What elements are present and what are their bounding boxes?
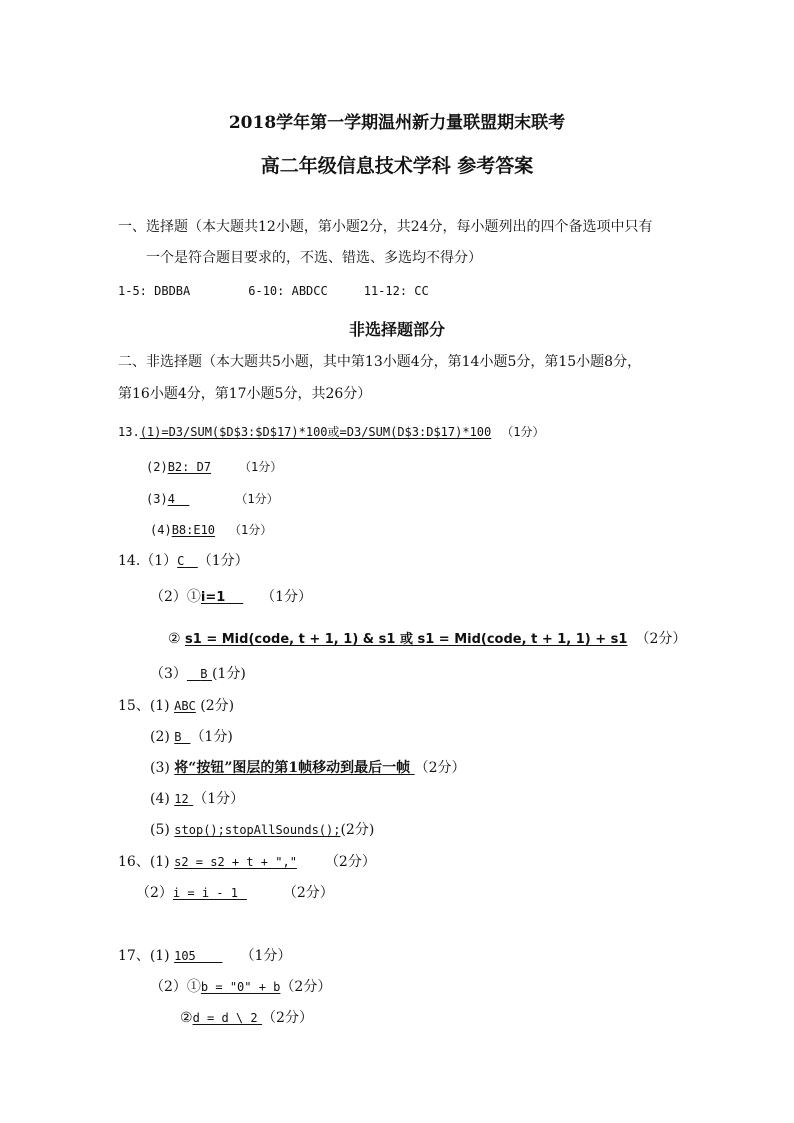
q15-p3-answer: 将“按钮”图层的第1帧移动到最后一帧	[174, 760, 411, 776]
q17-part2	[150, 978, 331, 996]
q15-p3-label: (3)	[150, 760, 170, 776]
q15-p5-score: (2分)	[340, 822, 375, 838]
q13-p1-score: （1分）	[501, 425, 545, 439]
q17-p2b-answer: d = d \ 2	[192, 1011, 258, 1025]
q13-p2-label: (2)	[146, 460, 168, 474]
q15-p4-answer: 12	[174, 792, 189, 806]
q14-p2b-answer: s1 = Mid(code, t + 1, 1) & s1 或 s1 = Mid(code, t + 1, 1) + s1	[185, 632, 628, 647]
q14-part1	[118, 552, 249, 570]
q14-p1-answer: C	[177, 554, 185, 568]
q13-p1-answer: (1)=D3/SUM($D$3:$D$17)*100或=D3/SUM(D$3:D$17)*100	[139, 425, 492, 439]
q16-p2-score: （2分）	[282, 885, 334, 901]
q15-p2-score: （1分)	[190, 729, 233, 745]
mc-answers-row	[118, 282, 429, 300]
q15-part5	[150, 821, 374, 839]
q16-label: 16、(1)	[118, 854, 170, 870]
q13-p4-label: (4)	[150, 523, 172, 537]
q14-p2b-score: （2分）	[635, 631, 687, 647]
q14-part3	[150, 665, 246, 683]
q13-p3-score: （1分）	[235, 492, 279, 506]
q15-p4-label: (4)	[150, 791, 170, 807]
q14-p2-label: （2）①	[150, 589, 201, 605]
q15-p5-answer: stop();stopAllSounds();	[174, 823, 341, 837]
q14-p2-score: （1分）	[261, 589, 313, 605]
q13-p4-score: （1分）	[229, 523, 273, 537]
q13-p2-answer: B2: D7	[167, 460, 212, 474]
q16-p1-answer: s2 = s2 + t + ","	[174, 855, 297, 869]
mc-answer-11-12: 11-12: CC	[363, 284, 429, 298]
q17-p2b-score: （2分）	[262, 1010, 313, 1026]
q14-p3-score: (1分)	[211, 666, 246, 682]
q15-p2-answer: B	[174, 730, 182, 744]
q16-p2-answer: i = i - 1	[172, 886, 238, 900]
mc-answer-1-5: 1-5: DBDBA	[118, 284, 191, 298]
q14-p2-answer: i=1	[200, 590, 226, 605]
q17-part1	[118, 947, 291, 965]
q13-part4	[150, 521, 272, 539]
q13-p3-answer: 4	[167, 492, 175, 506]
q17-p1-score: （1分）	[240, 948, 292, 964]
q14-p1-score: （1分）	[197, 553, 249, 569]
q17-p2b-label: ②	[180, 1010, 193, 1026]
mc-answer-6-10: 6-10: ABDCC	[248, 284, 328, 298]
q17-p2-score: （2分）	[280, 979, 332, 995]
q15-part1	[118, 697, 234, 715]
part1-heading-line1: 一、选择题（本大题共12小题，第小题2分，共24分，每小题列出的四个备选项中只有	[118, 219, 653, 235]
q15-part2	[150, 728, 233, 746]
q13-p3-label: (3)	[146, 492, 168, 506]
q15-p1-score: (2分)	[200, 698, 235, 714]
document-title: 2018学年第一学期温州新力量联盟期末联考	[228, 113, 566, 133]
q13-label: 13.	[118, 425, 140, 439]
q16-part2	[136, 884, 334, 902]
q14-p3-label: （3）	[150, 666, 187, 682]
q15-part3	[150, 759, 466, 777]
q14-part2b	[168, 630, 686, 649]
q15-p3-score: （2分）	[414, 760, 466, 776]
q17-p2-label: （2）①	[150, 979, 201, 995]
part1-heading-line2: 一个是符合题目要求的，不选、错选、多选均不得分）	[146, 250, 482, 266]
q14-part2	[150, 588, 312, 607]
q15-part4	[150, 790, 244, 808]
q15-p2-label: (2)	[150, 729, 170, 745]
q14-label: 14.（1）	[118, 553, 178, 569]
q15-p1-answer: ABC	[174, 699, 196, 713]
q13-part1	[118, 423, 544, 441]
q16-part1	[118, 853, 376, 871]
document-subtitle: 高二年级信息技术学科 参考答案	[260, 155, 534, 177]
q15-p4-score: （1分）	[193, 791, 245, 807]
q17-p1-answer: 105	[174, 949, 196, 963]
section-title: 非选择题部分	[348, 320, 445, 339]
q13-p4-answer: B8:E10	[171, 523, 216, 537]
q15-p5-label: (5)	[150, 822, 170, 838]
q17-label: 17、(1)	[118, 948, 170, 964]
part2-heading-line2: 第16小题4分，第17小题5分，共26分）	[118, 386, 372, 402]
q16-p1-score: （2分）	[324, 854, 376, 870]
q14-p3-answer: B	[200, 667, 208, 681]
q13-p2-score: （1分）	[239, 460, 283, 474]
q16-p2-label: （2）	[136, 885, 173, 901]
part2-heading-line1: 二、非选择题（本大题共5小题，其中第13小题4分，第14小题5分，第15小题8分，	[118, 354, 642, 370]
q14-p2b-label: ②	[168, 631, 181, 647]
q17-p2-answer: b = "0" + b	[200, 980, 281, 994]
q13-part2	[146, 458, 282, 476]
q13-part3	[146, 490, 279, 508]
q17-part2b	[180, 1009, 313, 1027]
q15-label: 15、(1)	[118, 698, 170, 714]
